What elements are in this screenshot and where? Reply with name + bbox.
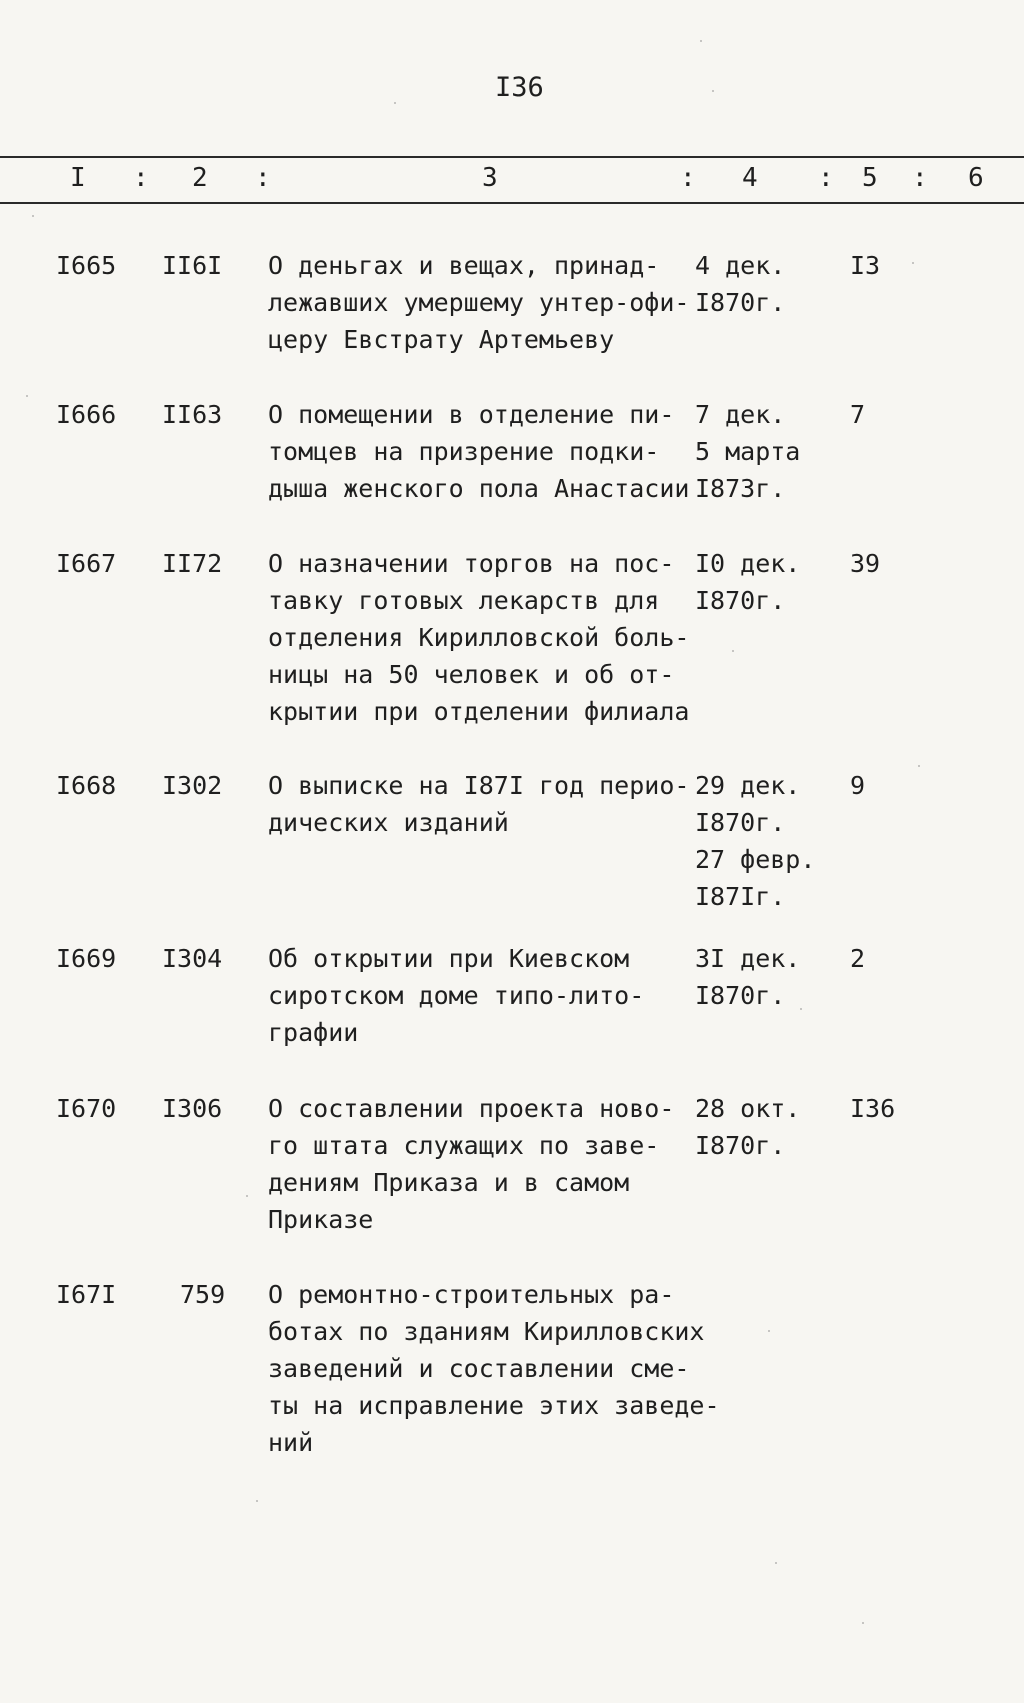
entry-number: I669 bbox=[56, 944, 117, 973]
speck bbox=[862, 1622, 864, 1624]
speck bbox=[32, 215, 34, 217]
header-rule-bottom bbox=[0, 202, 1024, 204]
case-title: О составлении проекта ново- го штата служащих по заве- дениям Приказа и в самом Приказе bbox=[268, 1094, 675, 1234]
sheet-count: 9 bbox=[850, 771, 866, 800]
column-header-3: 3 bbox=[482, 163, 498, 193]
sheet-count: I36 bbox=[850, 1094, 896, 1123]
speck bbox=[256, 1500, 258, 1502]
case-dates: I0 дек. I870г. bbox=[695, 549, 801, 615]
speck bbox=[775, 1562, 777, 1564]
speck bbox=[768, 1330, 770, 1332]
speck bbox=[394, 102, 396, 104]
column-header-2: 2 bbox=[192, 163, 208, 193]
file-reference: II6I bbox=[162, 251, 223, 280]
file-reference: 759 bbox=[180, 1280, 226, 1309]
column-separator: : bbox=[912, 163, 928, 193]
case-dates: 3I дек. I870г. bbox=[695, 944, 801, 1010]
speck bbox=[246, 1195, 248, 1197]
case-title: О назначении торгов на пос- тавку готовых лекарств для отделения Кирилловской боль- ницы на 50 человек и об от- крытии при отделении филиала bbox=[268, 549, 690, 726]
file-reference: I302 bbox=[162, 771, 223, 800]
case-dates: 28 окт. I870г. bbox=[695, 1094, 801, 1160]
speck bbox=[700, 40, 702, 42]
case-dates: 4 дек. I870г. bbox=[695, 251, 786, 317]
column-separator: : bbox=[133, 163, 149, 193]
column-separator: : bbox=[255, 163, 271, 193]
case-dates: 7 дек. 5 марта I873г. bbox=[695, 400, 801, 503]
speck bbox=[732, 650, 734, 652]
entry-number: I665 bbox=[56, 251, 117, 280]
case-title: О деньгах и вещах, принад- лежавших умершему унтер-офи- церу Евстрату Артемьеву bbox=[268, 251, 690, 354]
case-title: О ремонтно-строительных ра- ботах по зданиям Кирилловских заведений и составлении сме- ты на исправление этих заведе- ний bbox=[268, 1280, 720, 1457]
sheet-count: 39 bbox=[850, 549, 881, 578]
entry-number: I668 bbox=[56, 771, 117, 800]
entry-number: I67I bbox=[56, 1280, 117, 1309]
sheet-count: I3 bbox=[850, 251, 881, 280]
speck bbox=[26, 395, 28, 397]
entry-number: I667 bbox=[56, 549, 117, 578]
column-separator: : bbox=[680, 163, 696, 193]
sheet-count: 2 bbox=[850, 944, 866, 973]
column-header-4: 4 bbox=[742, 163, 758, 193]
sheet-count: 7 bbox=[850, 400, 866, 429]
column-header-1: I bbox=[70, 163, 86, 193]
column-header-6: 6 bbox=[968, 163, 984, 193]
speck bbox=[712, 90, 714, 92]
entry-number: I666 bbox=[56, 400, 117, 429]
case-title: О выписке на I87I год перио- дических изданий bbox=[268, 771, 690, 837]
file-reference: I304 bbox=[162, 944, 223, 973]
page-number: I36 bbox=[495, 72, 544, 103]
case-title: Об открытии при Киевском сиротском доме типо-лито- графии bbox=[268, 944, 645, 1047]
file-reference: II72 bbox=[162, 549, 223, 578]
case-dates: 29 дек. I870г. 27 февр. I87Iг. bbox=[695, 771, 816, 911]
header-rule-top bbox=[0, 156, 1024, 158]
entry-number: I670 bbox=[56, 1094, 117, 1123]
column-header-5: 5 bbox=[862, 163, 878, 193]
speck bbox=[918, 765, 920, 767]
speck bbox=[912, 262, 914, 264]
file-reference: II63 bbox=[162, 400, 223, 429]
file-reference: I306 bbox=[162, 1094, 223, 1123]
case-title: О помещении в отделение пи- томцев на призрение подки- дыша женского пола Анастасии bbox=[268, 400, 690, 503]
column-separator: : bbox=[818, 163, 834, 193]
